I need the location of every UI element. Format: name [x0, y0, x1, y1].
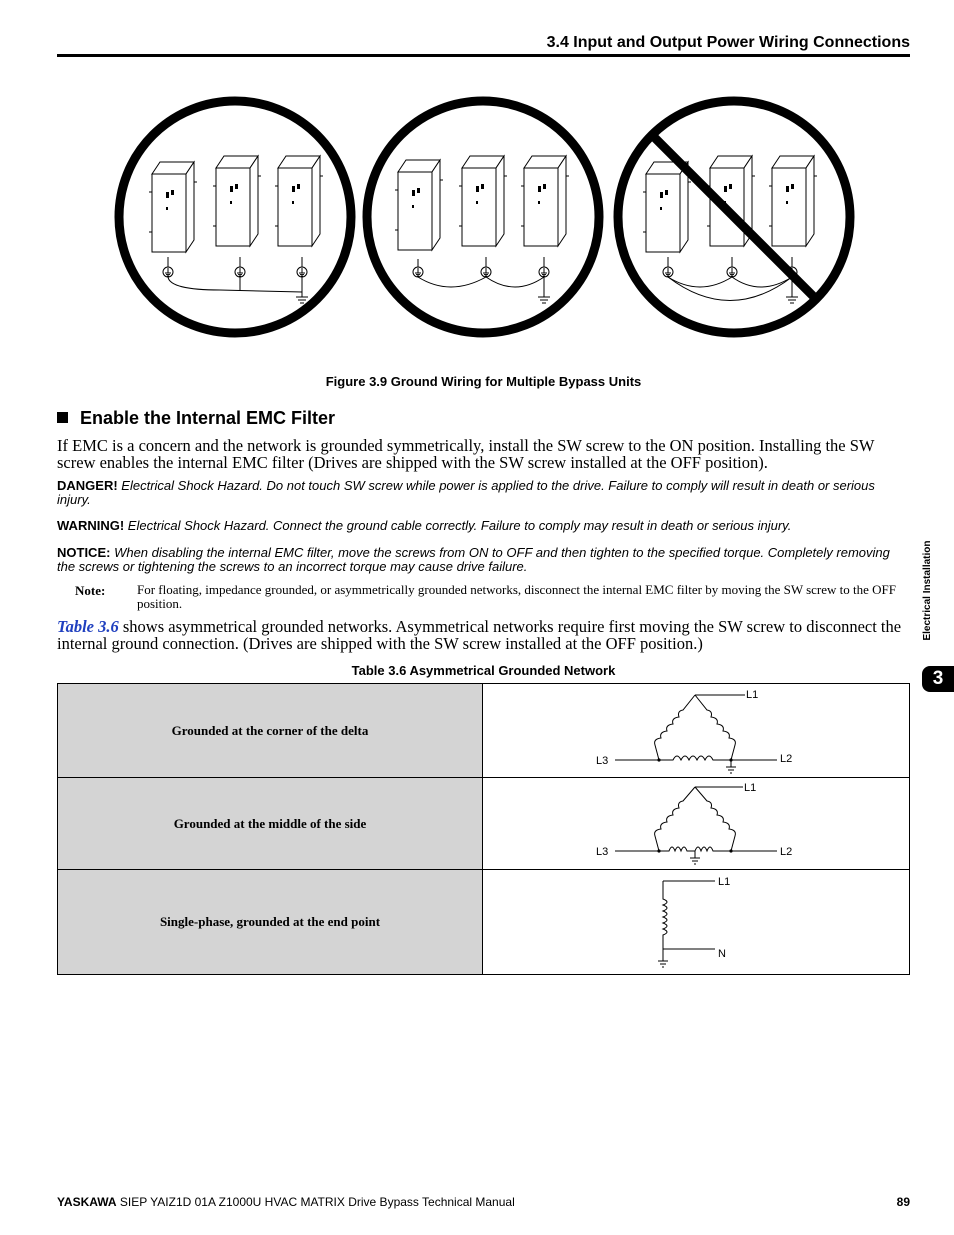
- label-l3: L3: [596, 754, 609, 767]
- label-n: N: [718, 947, 726, 960]
- table-row: [58, 684, 910, 778]
- paragraph-table-ref: [57, 618, 910, 652]
- danger-text: Electrical Shock Hazard. Do not touch SW screw while power is applied to the drive. Failure to comply will result in death or serious injury.: [57, 478, 875, 507]
- danger-label: DANGER!: [57, 478, 118, 493]
- table-title: Table 3.6 Asymmetrical Grounded Network: [351, 663, 616, 678]
- figure-panel-2: [367, 101, 599, 333]
- delta-middle-ground-diagram: [483, 779, 909, 869]
- label-l1: L1: [744, 781, 757, 794]
- chapter-side-tab: [920, 530, 940, 655]
- notice-notice: [57, 546, 910, 574]
- row-label: Single-phase, grounded at the end point: [58, 870, 483, 975]
- paragraph-emc-intro: If EMC is a concern and the network is grounded symmetrically, install the SW screw to the ON position. Installing the SW screw enables the internal EMC filter (Drives are shipped with the SW screw installed at the OFF position).: [57, 436, 875, 472]
- notice-label: NOTICE:: [57, 545, 111, 560]
- table-row: [58, 870, 910, 975]
- delta-corner-diagram-cell: [483, 684, 910, 778]
- section-title-text: Enable the Internal EMC Filter: [80, 408, 336, 428]
- delta-middle-diagram-cell: [483, 778, 910, 870]
- label-l2: L2: [780, 752, 793, 765]
- single-phase-ground-diagram: [483, 871, 909, 974]
- table-row: [58, 778, 910, 870]
- warning-label: WARNING!: [57, 518, 125, 533]
- label-l3: L3: [596, 845, 609, 858]
- row-label: Grounded at the middle of the side: [58, 778, 483, 870]
- figure-panel-3-prohibited: [618, 101, 850, 333]
- section-title: [57, 408, 335, 429]
- row-label: Grounded at the corner of the delta: [58, 684, 483, 778]
- paragraph-table-ref-text: shows asymmetrical grounded networks. Asymmetrical networks require first moving the SW screw to disconnect the internal ground connection. (Drives are shipped with the SW screw installed at the OFF position.): [57, 617, 902, 653]
- footer-brand: YASKAWA: [57, 1195, 117, 1209]
- figure-caption: Figure 3.9 Ground Wiring for Multiple Bypass Units: [325, 374, 642, 389]
- section-bullet-icon: [57, 412, 68, 423]
- label-l1: L1: [746, 688, 759, 701]
- footer-doc-title: SIEP YAIZ1D 01A Z1000U HVAC MATRIX Drive Bypass Technical Manual: [116, 1195, 515, 1209]
- label-l2: L2: [780, 845, 793, 858]
- delta-corner-ground-diagram: [483, 685, 909, 777]
- running-header: 3.4 Input and Output Power Wiring Connections: [546, 34, 910, 51]
- note-label: Note:: [75, 583, 106, 598]
- asymmetrical-network-table: [57, 683, 910, 975]
- note-text: For floating, impedance grounded, or asymmetrically grounded networks, disconnect the internal EMC filter by moving the SW screw to the OFF position.: [137, 582, 897, 611]
- chapter-side-tab-text: Electrical Installation: [922, 540, 933, 641]
- ground-wiring-figure: [110, 92, 860, 342]
- label-l1: L1: [718, 875, 731, 888]
- page-number: 89: [896, 1195, 910, 1209]
- notice-text: When disabling the internal EMC filter, move the screws from ON to OFF and then tighten to the specified torque. Completely removing the screws or tightening the screws to an incorrect torque may cause drive failure.: [57, 545, 890, 574]
- footer: [57, 1195, 515, 1209]
- chapter-number-badge: 3: [922, 666, 954, 692]
- single-phase-diagram-cell: [483, 870, 910, 975]
- table-3-6-link[interactable]: Table 3.6: [57, 617, 119, 636]
- figure-panel-1: [119, 101, 351, 333]
- warning-text: Electrical Shock Hazard. Connect the ground cable correctly. Failure to comply may result in death or serious injury.: [127, 518, 792, 533]
- header-rule: [57, 54, 910, 57]
- warning-notice: [57, 519, 910, 533]
- danger-notice: [57, 479, 910, 507]
